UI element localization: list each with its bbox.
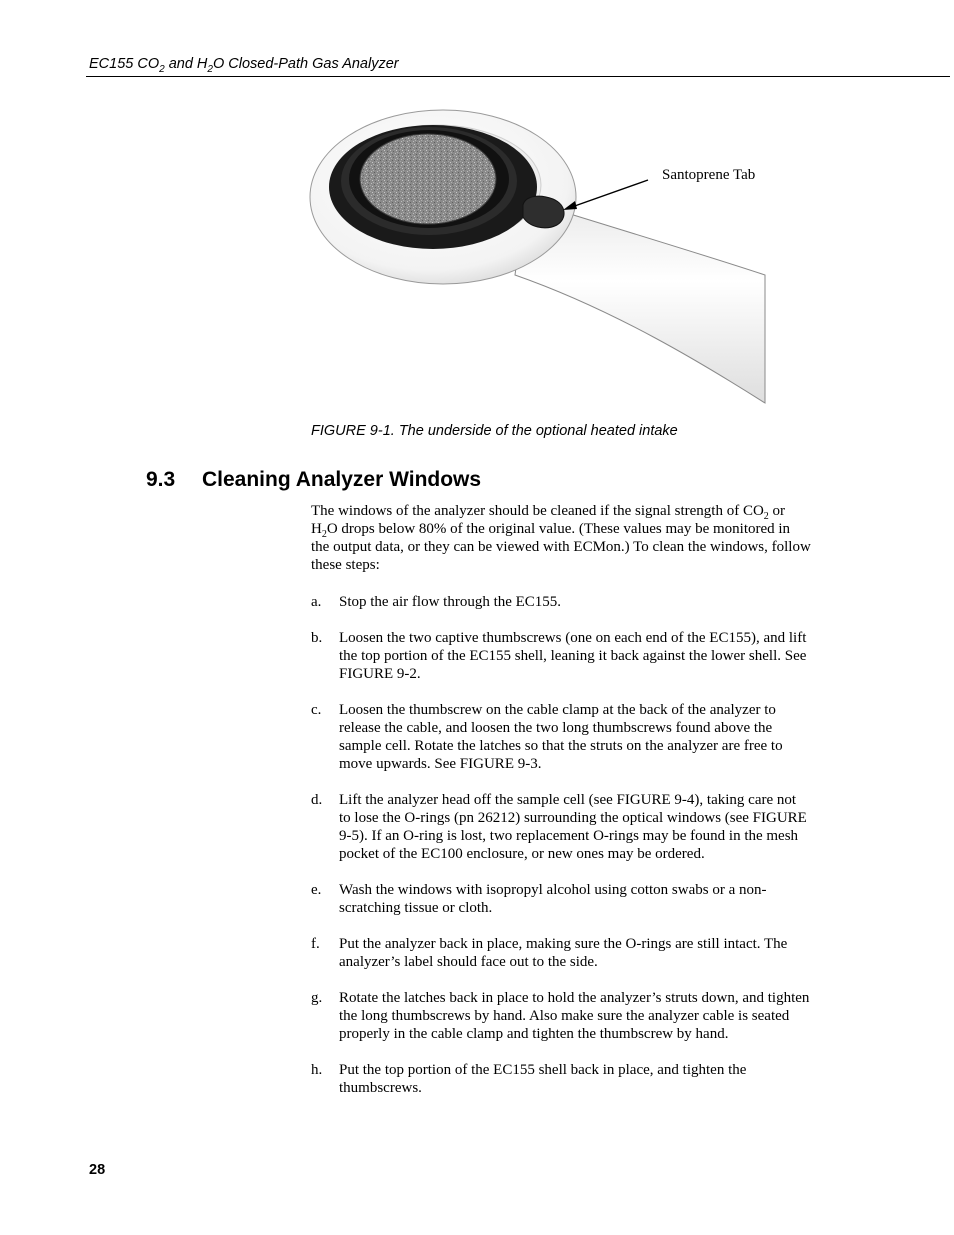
header-subscript-2: 2: [207, 63, 213, 75]
section-body: [311, 502, 811, 1115]
figure-label-santoprene-tab: Santoprene Tab: [662, 167, 756, 183]
header-text-3: O Closed-Path Gas Analyzer: [212, 56, 399, 72]
step-c: c. Loosen the thumbscrew on the cable clamp at the back of the analyzer to release the cable, and loosen the two long thumbscrews found above the sample cell. Rotate the latches so that the struts on the analyzer are free to move upwards. See FIGURE 9-3.: [311, 702, 783, 772]
running-header: [89, 56, 399, 75]
header-subscript-1: 2: [159, 63, 165, 75]
figure-caption: FIGURE 9-1. The underside of the optional heated intake: [311, 423, 678, 439]
step-d: d. Lift the analyzer head off the sample cell (see FIGURE 9-4), taking care not to lose the O-rings (pn 26212) surrounding the optical windows (see FIGURE 9-5). If an O-ring is lost, two replacement O-rings may be found in the mesh pocket of the EC100 enclosure, or new ones may be ordered.: [311, 792, 807, 862]
step-e: e. Wash the windows with isopropyl alcohol using cotton swabs or a non-scratching tissue or cloth.: [311, 882, 767, 916]
header-text-2: and H: [164, 56, 208, 72]
step-g: g. Rotate the latches back in place to hold the analyzer’s struts down, and tighten the long thumbscrews by hand. Also make sure the analyzer cable is seated properly in the cable clamp and tighten the thumbscrew by hand.: [311, 990, 810, 1042]
heated-intake-illustration: [305, 105, 775, 410]
step-b: b. Loosen the two captive thumbscrews (one on each end of the EC155), and lift the top portion of the EC155 shell, leaning it back against the lower shell. See FIGURE 9-2.: [311, 630, 807, 682]
step-h: h. Put the top portion of the EC155 shell back in place, and tighten the thumbscrews.: [311, 1062, 747, 1096]
header-text-1: EC155 CO: [89, 56, 160, 72]
section-heading: [146, 468, 481, 492]
page-number: 28: [89, 1162, 106, 1178]
step-f: f. Put the analyzer back in place, making sure the O-rings are still intact. The analyzer’s label should face out to the side.: [311, 936, 788, 970]
header-rule: [86, 76, 950, 77]
intro-paragraph: The windows of the analyzer should be cleaned if the signal strength of $CO_2$ or $H_2O$ drops below 80% of the original value. (These values may be monitored in the output data, or they can be viewed with ECMon.) To clean the windows, follow these steps:: [311, 503, 811, 573]
section-number: 9.3: [146, 468, 176, 491]
step-a: a. Stop the air flow through the EC155.: [311, 594, 562, 610]
section-title: Cleaning Analyzer Windows: [202, 468, 482, 491]
